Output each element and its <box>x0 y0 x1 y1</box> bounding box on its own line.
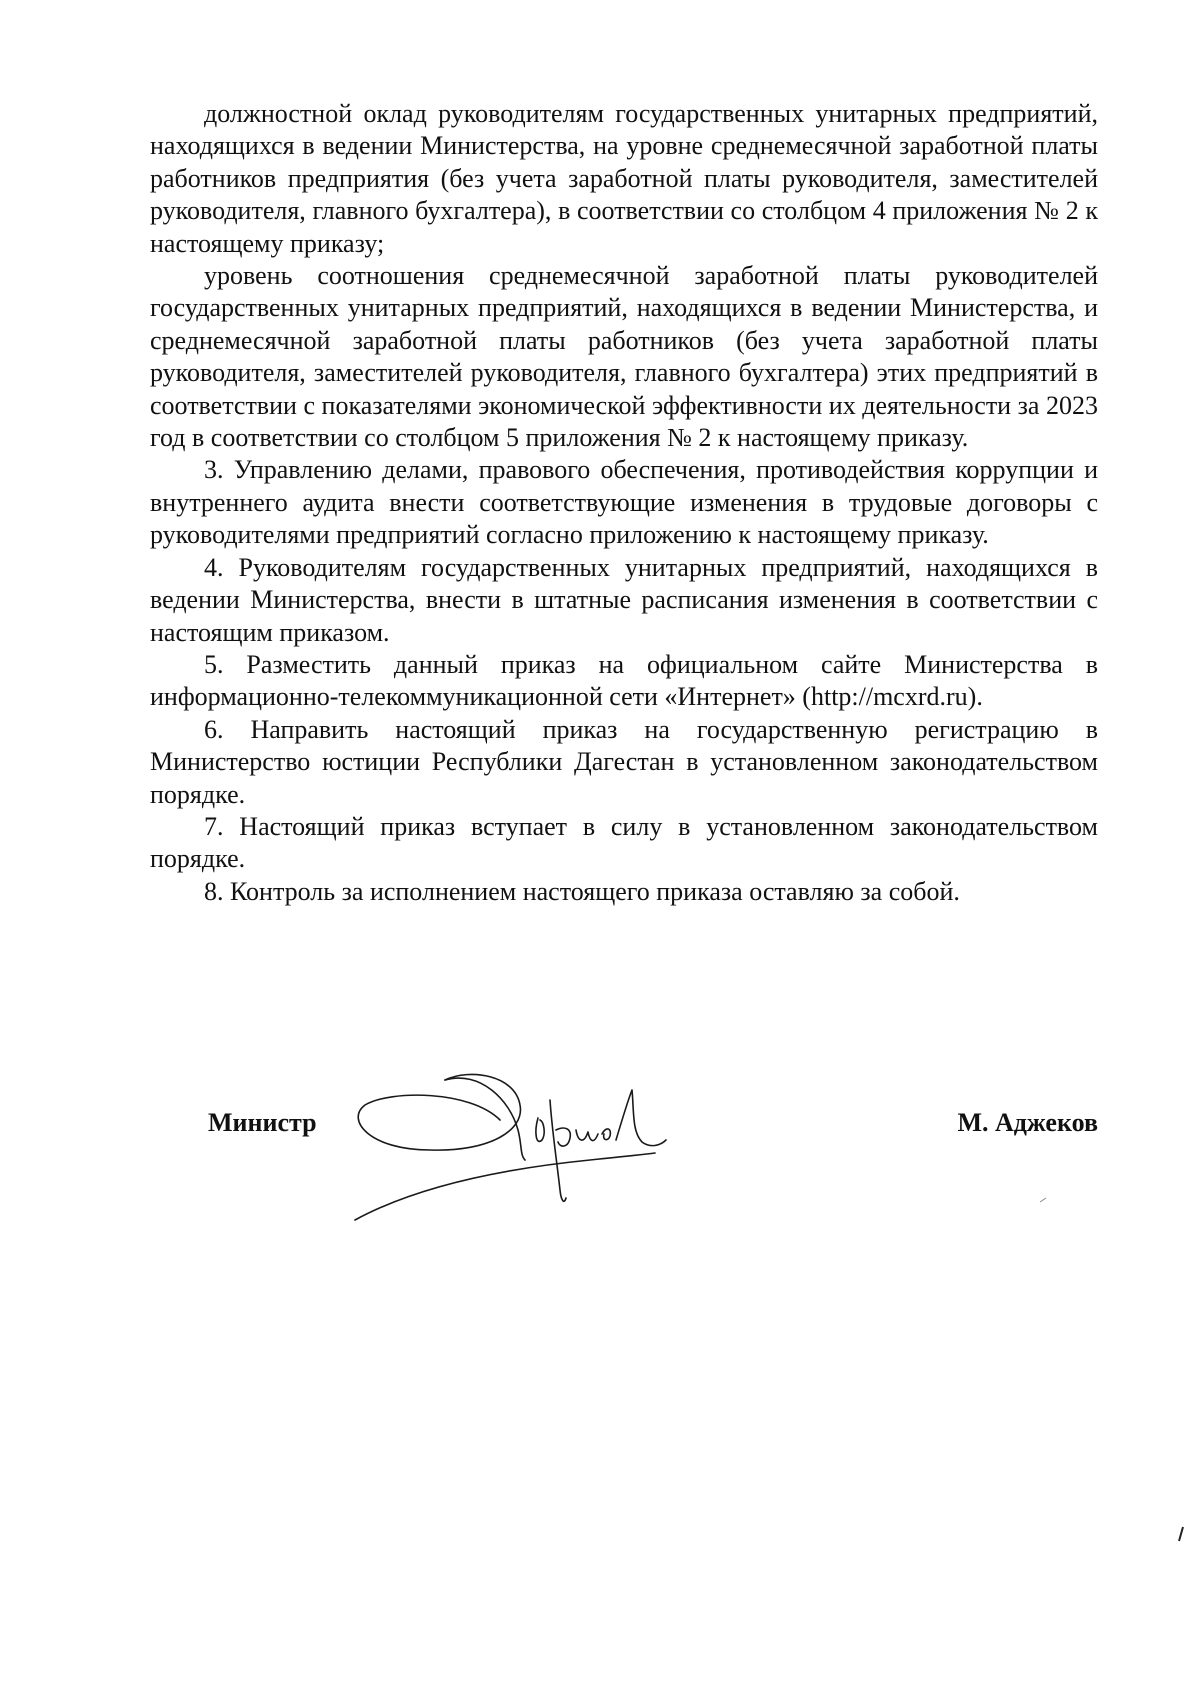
scan-speck-mark <box>1175 1525 1187 1545</box>
signer-title: Министр <box>208 1108 317 1137</box>
paragraph-salary-ratio: уровень соотношения среднемесячной заработной платы руководителей государственных унитарных предприятий, находящихся в ведении Министерства, и среднемесячной заработной платы работников (без учета заработной платы руководителя, заместителей руководителя, главного бухгалтера) этих предприятий в соответствии с показателями экономической эффективности их деятельности за 2023 год в соответствии со столбцом 5 приложения № 2 к настоящему приказу. <box>150 261 1098 453</box>
handwritten-signature <box>350 1060 690 1240</box>
paragraph-item-3: 3. Управлению делами, правового обеспечения, противодействия коррупции и внутреннего аудита внести соответствующие изменения в трудовые договоры с руководителями предприятий согласно приложению к настоящему приказу. <box>150 455 1098 550</box>
paragraph-salary-level: должностной оклад руководителям государственных унитарных предприятий, находящихся в ведении Министерства, на уровне среднемесячной заработной платы работников предприятия (без учета заработной платы руководителя, заместителей руководителя, главного бухгалтера), в соответствии со столбцом 4 приложения № 2 к настоящему приказу; <box>150 99 1098 258</box>
paragraph-item-4: 4. Руководителям государственных унитарных предприятий, находящихся в ведении Министерства, внести в штатные расписания изменения в соответствии с настоящим приказом. <box>150 552 1098 647</box>
document-body <box>150 98 1098 908</box>
signer-name: М. Аджеков <box>957 1108 1098 1137</box>
scan-speck-mark <box>1038 1196 1048 1204</box>
paragraph-item-6: 6. Направить настоящий приказ на государственную регистрацию в Министерство юстиции Республики Дагестан в установленном законодательством порядке. <box>150 714 1098 809</box>
paragraph-item-7: 7. Настоящий приказ вступает в силу в установленном законодательством порядке. <box>150 811 1098 874</box>
paragraph-item-5: 5. Разместить данный приказ на официальном сайте Министерства в информационно-телекоммуникационной сети «Интернет» (http://mcxrd.ru). <box>150 649 1098 712</box>
paragraph-item-8: 8. Контроль за исполнением настоящего приказа оставляю за собой. <box>204 876 960 906</box>
signature-block <box>150 1060 1098 1260</box>
